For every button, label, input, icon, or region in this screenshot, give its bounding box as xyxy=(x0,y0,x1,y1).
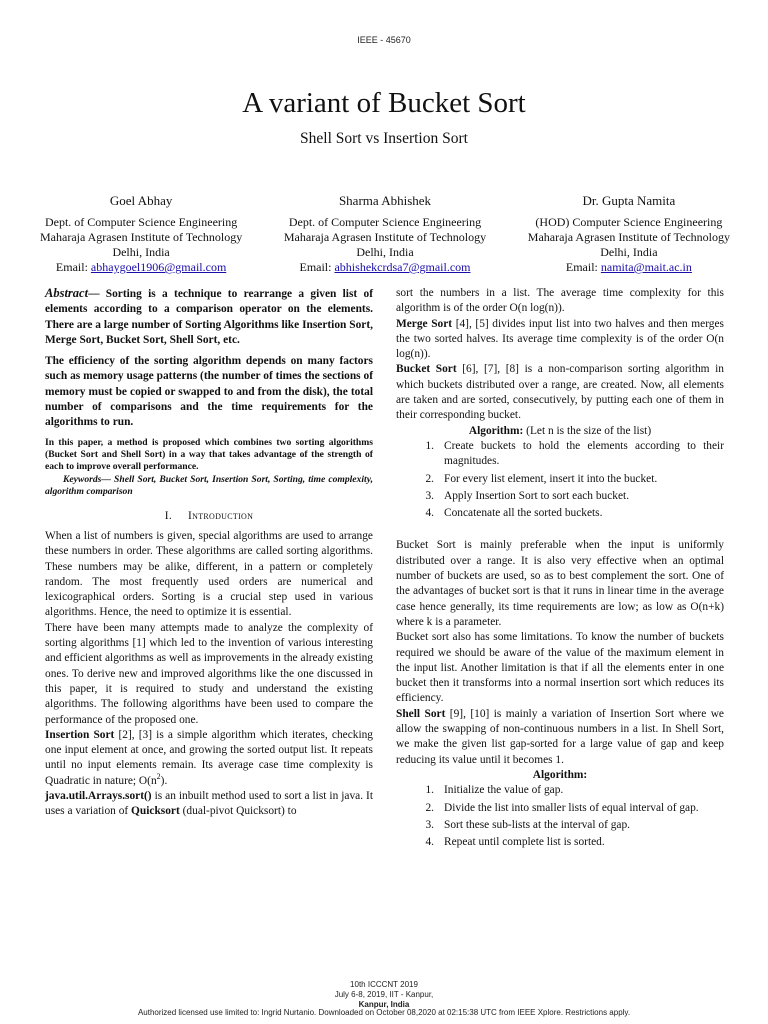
bucket-sort-paragraph-2: Bucket Sort is mainly preferable when the input is uniformly distributed over a range. It is also very effective when an optimal number of buckets are used, so as to best complement the sort. One of the advantages of bucket sort is that it runs in linear time in the average case hence generally, its time requirements are low; as low as O(n+k) where k is a parameter. xyxy=(396,539,724,628)
author-block xyxy=(40,193,730,275)
author-dept: Dept. of Computer Science Engineering xyxy=(44,215,238,229)
superscript: 2 xyxy=(156,771,161,781)
author-email-line xyxy=(284,260,486,275)
step-text: Apply Insertion Sort to sort each bucket. xyxy=(444,489,630,502)
email-label: Email: xyxy=(565,260,601,274)
keywords xyxy=(45,474,373,499)
shell-sort-text: [9], [10] is mainly a variation of Insertion Sort where we allow the swapping of non-continuous numbers in a list. In Shell Sort, we make the given list gap-sorted for a large value of gap and keep reducing its value until it becomes 1. xyxy=(396,707,724,766)
author-name: Dr. Gupta Namita xyxy=(582,193,676,208)
author-location: Delhi, India xyxy=(600,245,658,259)
term-bucket-sort: Bucket Sort xyxy=(396,363,457,376)
step-text: Sort these sub-lists at the interval of gap. xyxy=(444,818,631,831)
bucket-sort-text: [6], [7], [8] is a non-comparison sorting algorithm in which buckets distributed over a range, are created. Now, all elements are taken and are sorted, consecutively, by putting each one of them in their corresponding bucket. xyxy=(396,363,724,422)
step-number: 4. xyxy=(425,836,434,849)
spacer xyxy=(396,523,724,538)
author-email-link[interactable]: abhishekcrdsa7@gmail.com xyxy=(334,260,471,274)
author-name: Sharma Abhishek xyxy=(338,193,432,208)
merge-sort-text: [4], [5] divides input list into two halves and then merges the two sorted halves. Its average time complexity is of the order O(n log(n)). xyxy=(396,317,724,361)
list-item xyxy=(396,439,724,470)
insertion-sort-text: [2], [3] is a simple algorithm which iterates, checking one input element at once, and growing the sorted output list. It repeats until no input elements remain. Its average case time complexity is Quadratic in nature; O(n xyxy=(45,728,373,787)
step-text: Concatenate all the sorted buckets. xyxy=(444,507,603,520)
footer-city: Kanpur, India xyxy=(358,1000,410,1009)
author-2 xyxy=(284,193,486,275)
step-number: 2. xyxy=(425,472,434,485)
continued-paragraph: sort the numbers in a list. The average time complexity for this algorithm is of the order O(n log(n)). xyxy=(396,287,724,315)
algorithm-note: (Let n is the size of the list) xyxy=(523,424,652,437)
paper-title: A variant of Bucket Sort xyxy=(242,87,526,119)
intro-paragraph-2: There have been many attempts made to analyze the complexity of sorting algorithms [1] which led to the invention of various interesting and efficient algorithms as well as improvements in the already existing ones. To derive new and improved algorithms like the one discussed in this paper, it is required to study and understand the existing algorithms. The following algorithms have been used to compare the performance of the proposed one. xyxy=(45,621,373,726)
step-text: Create buckets to hold the elements according to their magnitudes. xyxy=(444,439,724,468)
bucket-algorithm-steps xyxy=(396,439,724,521)
footer-conference: 10th ICCCNT 2019 xyxy=(350,980,418,989)
abstract-label: Abstract xyxy=(45,286,89,300)
intro-paragraph-1: When a list of numbers is given, special algorithms are used to arrange these numbers in order. These algorithms are called sorting algorithms. These numbers may be alike, different, in a pattern or completely random. The most frequently used orders are numerical and lexicographical orders. Sorting is a crucial step used in various algorithms. Hence, the need to optimize it is essential. xyxy=(45,530,373,619)
step-text: Divide the list into smaller lists of equal interval of gap. xyxy=(444,801,699,814)
step-number: 1. xyxy=(425,439,434,452)
email-label: Email: xyxy=(299,260,335,274)
merge-sort-paragraph xyxy=(396,317,724,363)
keywords-text: Shell Sort, Bucket Sort, Insertion Sort, Sorting, time complexity, algorithm comparison xyxy=(45,473,373,498)
abstract-dash: — xyxy=(88,288,106,300)
section-title: Introduction xyxy=(188,509,254,522)
section-heading-introduction xyxy=(45,509,373,524)
author-name: Goel Abhay xyxy=(109,193,173,208)
shell-algorithm-steps xyxy=(396,783,724,850)
insertion-sort-paragraph xyxy=(45,728,373,789)
shell-sort-paragraph xyxy=(396,707,724,768)
author-location: Delhi, India xyxy=(356,245,414,259)
author-email-line xyxy=(528,260,730,275)
keywords-label: Keywords— xyxy=(63,473,115,485)
abstract-text: Sorting is a technique to rearrange a given list of elements according to a comparison operator on the elements. There are a large number of Sorting Algorithms like Insertion Sort, Merge Sort, Bucket Sort, Shell Sort, etc. xyxy=(45,288,373,346)
email-label: Email: xyxy=(55,260,91,274)
right-column xyxy=(396,286,724,852)
author-email-link[interactable]: abhaygoel1906@gmail.com xyxy=(90,260,227,274)
algorithm-heading-1 xyxy=(396,424,724,439)
list-item xyxy=(396,489,724,504)
author-3 xyxy=(528,193,730,275)
bucket-sort-paragraph xyxy=(396,362,724,423)
step-text: Initialize the value of gap. xyxy=(444,784,564,797)
left-column xyxy=(45,286,373,820)
arrays-sort-text: is an inbuilt method used to sort a list in java. It uses a variation of xyxy=(45,790,373,818)
author-institute: Maharaja Agrasen Institute of Technology xyxy=(527,230,730,244)
step-number: 3. xyxy=(425,818,434,831)
section-number: I. xyxy=(164,509,173,522)
author-email-link[interactable]: namita@mait.ac.in xyxy=(600,260,692,274)
step-number: 3. xyxy=(425,489,434,502)
list-item xyxy=(396,783,724,798)
conference-id: IEEE - 45670 xyxy=(357,35,411,45)
author-dept: Dept. of Computer Science Engineering xyxy=(288,215,482,229)
list-item xyxy=(396,506,724,521)
step-text: For every list element, insert it into the bucket. xyxy=(444,472,658,485)
author-email-line xyxy=(40,260,242,275)
insertion-sort-end: ). xyxy=(160,774,168,787)
algorithm-label: Algorithm: xyxy=(468,424,524,437)
term-merge-sort: Merge Sort xyxy=(396,317,453,330)
author-location: Delhi, India xyxy=(112,245,170,259)
term-arrays-sort: java.util.Arrays.sort() xyxy=(45,790,152,803)
arrays-sort-end: (dual-pivot Quicksort) to xyxy=(179,805,297,818)
list-item xyxy=(396,472,724,487)
step-number: 1. xyxy=(425,784,434,797)
list-item xyxy=(396,818,724,833)
abstract-paragraph xyxy=(45,286,373,348)
author-1 xyxy=(40,193,242,275)
term-quicksort: Quicksort xyxy=(131,805,180,818)
arrays-sort-paragraph xyxy=(45,789,373,820)
list-item xyxy=(396,835,724,850)
footer-license: Authorized licensed use limited to: Ingrid Nurtanio. Downloaded on October 08,2020 at 02:15:38 UTC from IEEE Xplore. Restrictions apply. xyxy=(137,1008,631,1017)
author-institute: Maharaja Agrasen Institute of Technology xyxy=(40,230,243,244)
abstract-paragraph-2: The efficiency of the sorting algorithm depends on many factors such as memory usage patterns (the number of times the sections of memory must be copied or swapped to and from the disk), the total number of comparisons and the time requirements for the algorithms to run. xyxy=(45,355,373,429)
step-number: 2. xyxy=(425,801,434,814)
step-number: 4. xyxy=(425,507,434,520)
list-item xyxy=(396,801,724,816)
author-dept: (HOD) Computer Science Engineering xyxy=(535,215,723,229)
abstract-paragraph-3: In this paper, a method is proposed which combines two sorting algorithms (Bucket Sort and Shell Sort) in a way that takes advantage of the strength of each to improve overall performance. xyxy=(45,436,373,473)
paper-subtitle: Shell Sort vs Insertion Sort xyxy=(300,130,468,147)
term-shell-sort: Shell Sort xyxy=(396,707,446,720)
algorithm-heading-2: Algorithm: xyxy=(532,768,588,781)
bucket-sort-paragraph-3: Bucket sort also has some limitations. To know the number of buckets required we should be aware of the value of the maximum element in the input list. Another limitation is that if all the elements enter in one bucket then it transforms into a normal insertion sort which reduces its efficiency. xyxy=(396,631,724,705)
author-institute: Maharaja Agrasen Institute of Technology xyxy=(283,230,487,244)
step-text: Repeat until complete list is sorted. xyxy=(444,836,605,849)
term-insertion-sort: Insertion Sort xyxy=(45,728,115,741)
footer-date: July 6-8, 2019, IIT - Kanpur, xyxy=(334,990,434,999)
